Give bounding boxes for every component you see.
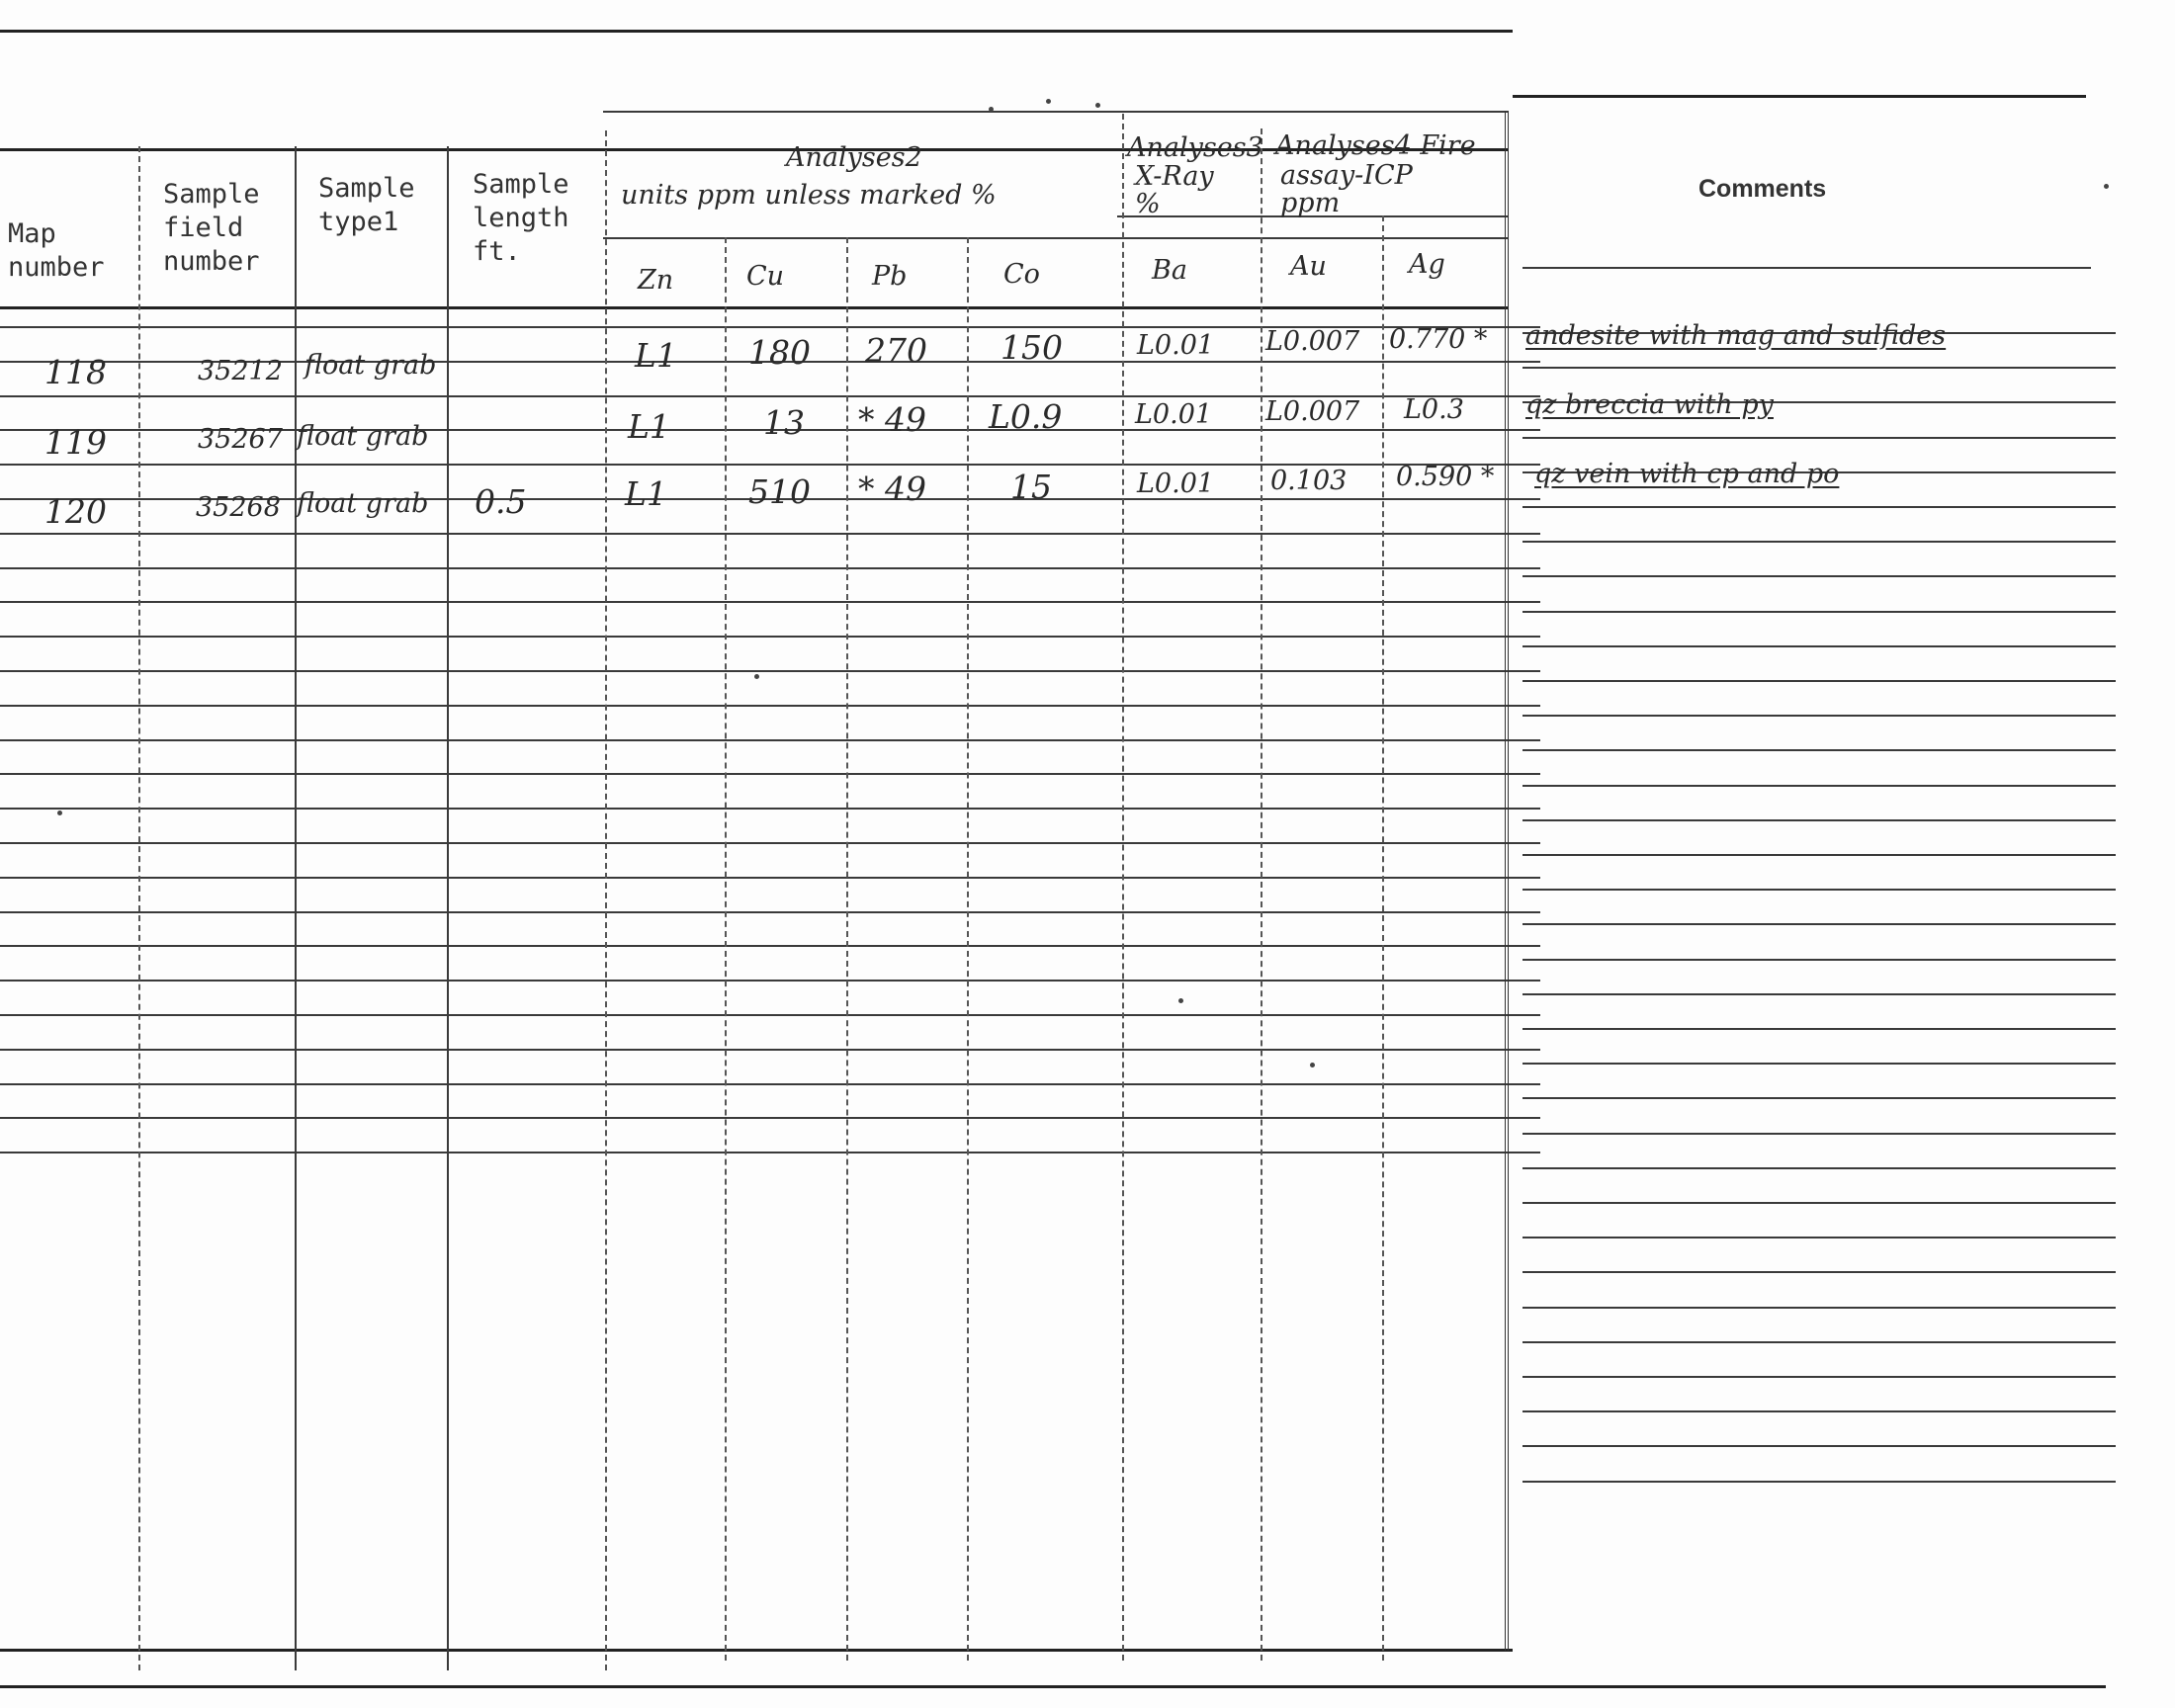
rule-line [0,1152,1540,1153]
header-analyses2: Analyses2 [786,142,922,173]
comment-rule-line [1522,715,2116,717]
row-120-map: 120 [44,492,107,531]
header-co: Co [1003,259,1040,290]
comments-top-rule [1513,95,2086,98]
header-cu: Cu [746,261,785,292]
row-118-pb: 270 [865,331,927,370]
comment-rule-line [1522,923,2116,925]
row-118-type: float grab [304,350,437,381]
comment-rule-line [1522,1376,2116,1378]
comment-rule-line [1522,1307,2116,1309]
comment-rule-line [1522,1271,2116,1273]
rule-line [0,1083,1540,1085]
header-pb: Pb [872,261,908,292]
bottom-border [0,1685,2106,1688]
speck [1095,103,1100,108]
rule-line [0,705,1540,707]
rule-line [0,980,1540,982]
column-divider [447,146,449,1670]
comment-rule-line [1522,1133,2116,1135]
comment-rule-line [1522,611,2116,613]
comment-rule-line [1522,367,2116,369]
comment-rule-line [1522,785,2116,787]
row-119-pb: * 49 [858,400,926,439]
column-divider [967,237,969,1661]
row-118-map: 118 [44,353,107,391]
comment-rule-line [1522,1167,2116,1169]
rule-line [0,636,1540,638]
row-120-ba: L0.01 [1137,469,1215,499]
row-120-co: 15 [1010,468,1052,506]
row-119-cu: 13 [763,403,805,442]
column-divider [846,237,848,1661]
row-119-au: L0.007 [1265,396,1360,427]
row-120-field: 35268 [196,492,281,523]
row-118-ba: L0.01 [1137,330,1215,361]
rule-line [0,945,1540,947]
comment-rule-line [1522,506,2116,508]
row-119-map: 119 [44,423,107,462]
comments-divider [1505,111,1509,1651]
header-sample-length: Sample length ft. [473,169,569,267]
column-divider [725,237,727,1661]
rule-line [0,567,1540,569]
rule-line [0,533,1540,535]
row-118-zn: L1 [635,336,677,375]
row-120-length: 0.5 [475,482,527,521]
speck [754,674,759,679]
column-divider [138,146,140,1670]
comment-rule-line [1522,541,2116,543]
rule-line [0,911,1540,913]
header-zn: Zn [638,265,674,296]
comment-rule-line [1522,1063,2116,1065]
rule-line [0,877,1540,879]
comment-rule-line [1522,889,2116,891]
row-119-field: 35267 [198,424,283,455]
column-divider [1382,215,1384,1661]
comments-header-rule [1522,267,2091,269]
rule-line [0,739,1540,741]
rule-line [0,670,1540,672]
rule-line [0,773,1540,775]
rule-line [0,808,1540,810]
top-border [0,30,1513,33]
column-divider [605,130,607,1670]
row-120-comment: qz vein with cp and po [1534,459,1840,489]
rule-line [0,1117,1540,1119]
comment-rule-line [1522,1202,2116,1204]
comment-rule-line [1522,749,2116,751]
row-120-pb: * 49 [858,470,926,508]
header-comments: Comments [1698,175,1827,203]
header-analyses3: Analyses3 [1127,132,1263,163]
bottom-border [0,1649,1513,1652]
header-map-number: Map number [8,218,105,283]
speck [1178,998,1183,1003]
speck [989,107,994,112]
speck [2104,184,2109,189]
header-ag: Ag [1409,249,1445,280]
speck [1310,1063,1315,1068]
row-118-field: 35212 [198,356,283,386]
row-119-zn: L1 [628,407,670,446]
row-119-ba: L0.01 [1135,399,1213,430]
rule-line [0,1014,1540,1016]
row-118-au: L0.007 [1265,326,1360,357]
rule-line [0,601,1540,603]
column-divider [295,146,297,1670]
header-field-number: Sample field number [163,179,260,277]
row-120-au: 0.103 [1270,466,1348,496]
comment-rule-line [1522,1028,2116,1030]
comment-rule-line [1522,959,2116,961]
row-118-ag: 0.770 * [1389,324,1488,355]
row-120-type: float grab [297,488,429,519]
comment-rule-line [1522,1097,2116,1099]
header-analyses3-method: X-Ray % [1135,161,1214,219]
comment-rule-line [1522,993,2116,995]
speck [57,811,62,815]
comment-rule-line [1522,1237,2116,1238]
header-ba: Ba [1152,255,1187,286]
header-analyses4-method: assay-ICP ppm [1280,160,1413,218]
comment-rule-line [1522,1445,2116,1447]
header-analyses2-units: units ppm unless marked % [621,180,997,211]
comment-rule-line [1522,680,2116,682]
header-analyses4: Analyses4 Fire [1275,130,1476,161]
rule-line [0,1049,1540,1051]
column-divider [1261,128,1262,1661]
row-118-comment: andesite with mag and sulfides [1525,320,1947,351]
row-119-comment: qz breccia with py [1525,389,1774,420]
column-divider [1122,114,1124,1661]
comment-rule-line [1522,1341,2116,1343]
header-sample-type: Sample type1 [318,173,415,237]
comment-rule-line [1522,645,2116,647]
analyses-top-rule [603,111,1508,113]
row-120-cu: 510 [748,472,811,511]
row-119-type: float grab [297,421,429,452]
comment-rule-line [1522,1410,2116,1412]
row-120-zn: L1 [625,474,667,513]
rule-line [0,842,1540,844]
row-120-ag: 0.590 * [1396,462,1495,492]
comment-rule-line [1522,575,2116,577]
row-119-co: L0.9 [989,397,1063,436]
row-118-co: 150 [1000,328,1063,367]
comment-rule-line [1522,1481,2116,1483]
comment-rule-line [1522,854,2116,856]
header-au: Au [1290,251,1327,282]
analyses-sub-rule [603,237,1508,239]
row-119-ag: L0.3 [1404,394,1464,425]
row-118-cu: 180 [748,333,811,372]
comment-rule-line [1522,437,2116,439]
speck [1046,99,1051,104]
comment-rule-line [1522,819,2116,821]
header-bottom-rule [0,306,1508,309]
